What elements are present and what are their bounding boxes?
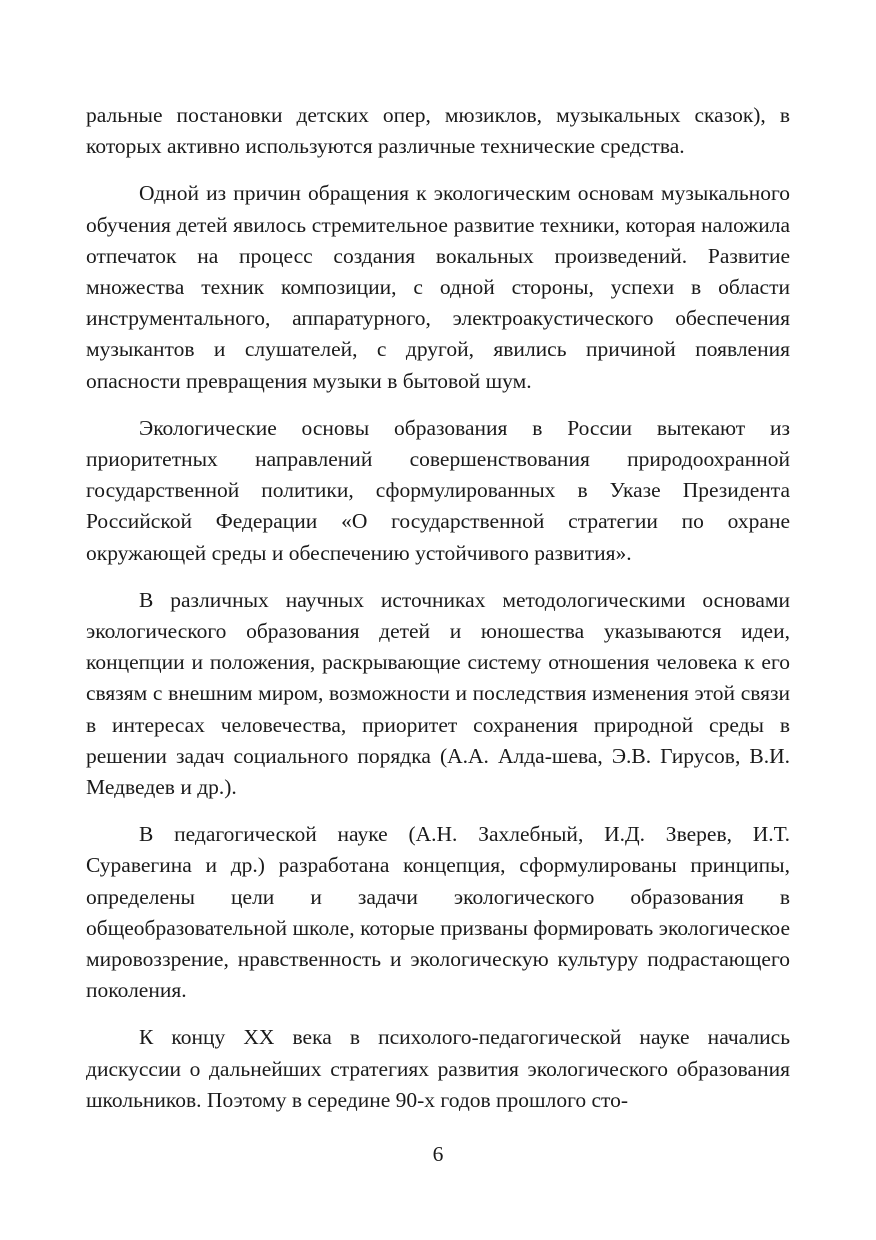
paragraph: В педагогической науке (А.Н. Захлебный, И.Д. Зверев, И.Т. Суравегина и др.) разработана концепция, сформулированы принципы, определены цели и задачи экологического образования в общеобразовательной школе, которые призваны формировать экологическое мировоззрение, нравственность и экологическую культуру подрастающего поколения. bbox=[86, 822, 790, 1003]
paragraph: Одной из причин обращения к экологическим основам музыкального обучения детей явилось стремительное развитие техники, которая наложила отпечаток на процесс создания вокальных произведений. Развитие множества техник композиции, с одной стороны, успехи в области инструментального, аппаратурного, электроакустического обеспечения музыкантов и слушателей, с другой, явились причиной появления опасности превращения музыки в бытовой шум. bbox=[86, 181, 790, 393]
paragraph: К концу XX века в психолого-педагогической науке начались дискуссии о дальнейших стратегиях развития экологического образования школьников. Поэтому в середине 90-х годов прошлого сто- bbox=[86, 1025, 790, 1112]
page-number: 6 bbox=[432, 1142, 444, 1166]
paragraph-continuation: ральные постановки детских опер, мюзиклов, музыкальных сказок), в которых активно используются различные технические средства. bbox=[86, 103, 790, 159]
paragraph: В различных научных источниках методологическими основами экологического образования детей и юношества указываются идеи, концепции и положения, раскрывающие систему отношения человека к его связям с внешним миром, возможности и последствия изменения этой связи в интересах человечества, приоритет сохранения природной среды в решении задач социального порядка (А.А. Алда-шева, Э.В. Гирусов, В.И. Медведев и др.). bbox=[86, 587, 790, 800]
body-text bbox=[86, 100, 790, 1132]
paragraph: Экологические основы образования в России вытекают из приоритетных направлений совершенствования природоохранной государственной политики, сформулированных в Указе Президента Российской Федерации «О государственной стратегии по охране окружающей среды и обеспечению устойчивого развития». bbox=[86, 415, 790, 565]
